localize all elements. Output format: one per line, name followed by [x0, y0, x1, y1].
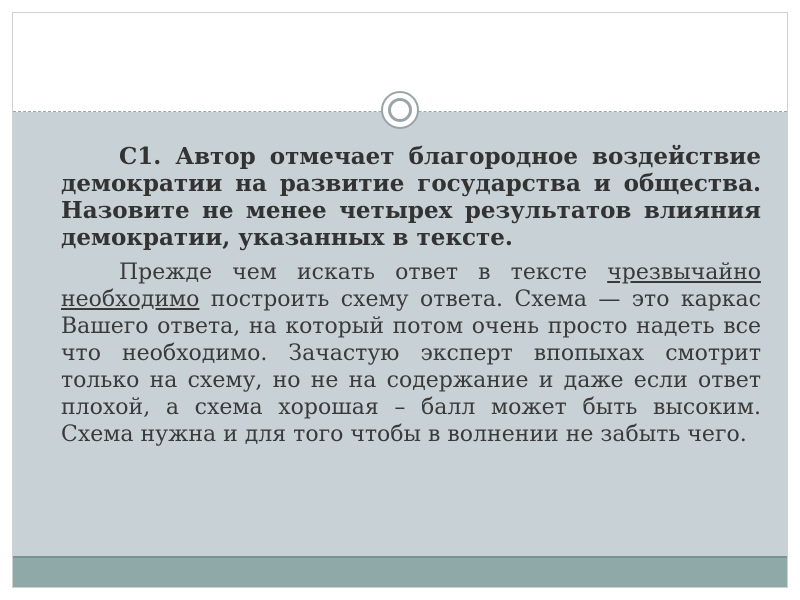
answer-part-1: Прежде чем искать ответ в тексте	[119, 260, 608, 285]
double-ring-icon	[381, 91, 419, 129]
bottom-bar	[13, 556, 787, 588]
text-body	[61, 143, 761, 448]
answer-part-2: построить схему ответа. Схема — это каркас Вашего ответа, на который потом очень просто надеть все что необходимо. Зачастую эксперт впопыхах смотрит только на схему, но не на содержание и даже если ответ плохой, а схема хорошая – балл может быть высоким. Схема нужна и для того чтобы в волнении не забыть чего.	[61, 287, 761, 447]
slide	[12, 12, 788, 588]
question-text: С1. Автор отмечает благородное воздействие демократии на развитие государства и общества. Назовите не менее четырех результатов влияния демократии, указанных в тексте.	[61, 143, 761, 251]
answer-text	[61, 259, 761, 448]
ring-inner	[388, 98, 412, 122]
answer-underlined: чрезвычайно необходимо	[61, 260, 761, 312]
